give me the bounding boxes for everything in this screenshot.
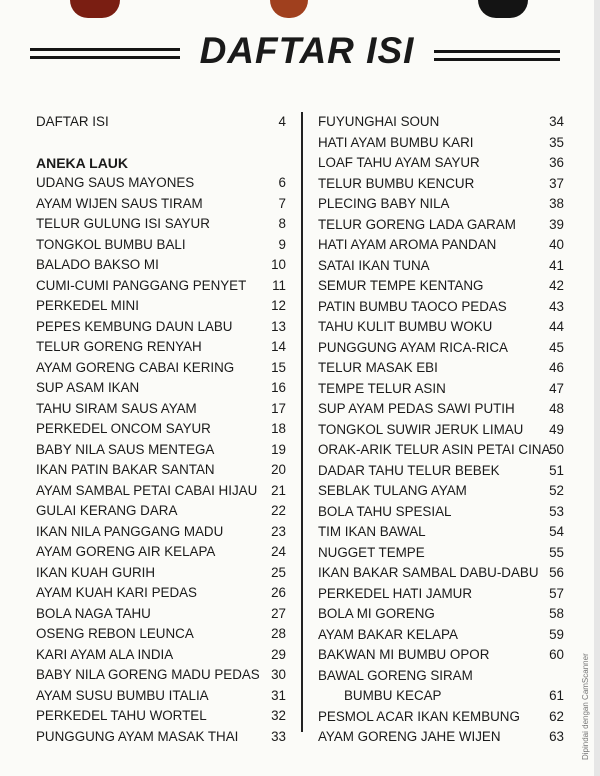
toc-entry-title: PERKEDEL MINI bbox=[36, 298, 139, 313]
toc-entry bbox=[36, 337, 286, 358]
toc-entry-page: 36 bbox=[549, 155, 564, 170]
title-rule-left-top bbox=[30, 48, 180, 51]
toc-entry bbox=[318, 194, 564, 215]
toc-entry-page: 19 bbox=[271, 441, 286, 457]
toc-entry bbox=[36, 399, 286, 420]
toc-entry-page: 56 bbox=[549, 565, 564, 580]
top-decoration-right bbox=[478, 0, 528, 18]
toc-entry-title: SUP ASAM IKAN bbox=[36, 380, 140, 395]
toc-entry-title: IKAN KUAH GURIH bbox=[36, 564, 156, 580]
toc-entry-title: HATI AYAM BUMBU KARI bbox=[318, 134, 474, 150]
toc-entry-page: 20 bbox=[271, 462, 286, 477]
toc-entry bbox=[36, 665, 286, 686]
toc-entry bbox=[36, 706, 286, 727]
toc-entry bbox=[318, 727, 564, 748]
toc-entry-page: 47 bbox=[549, 380, 564, 396]
toc-entry-title: TONGKOL SUWIR JERUK LIMAU bbox=[318, 421, 524, 437]
toc-left-column bbox=[36, 112, 286, 747]
toc-entry-page: 30 bbox=[271, 667, 286, 682]
toc-entry-page: 16 bbox=[271, 380, 286, 395]
toc-entry bbox=[36, 481, 286, 502]
toc-entry bbox=[318, 358, 564, 379]
toc-entry-title: BAKWAN MI BUMBU OPOR bbox=[318, 647, 490, 662]
toc-entry bbox=[318, 707, 564, 728]
toc-entry-page: 60 bbox=[549, 647, 564, 662]
toc-entry bbox=[318, 399, 564, 420]
toc-entry-page: 11 bbox=[272, 277, 286, 293]
toc-entry bbox=[36, 276, 286, 297]
toc-entry-title: PEPES KEMBUNG DAUN LABU bbox=[36, 318, 233, 334]
toc-entry-title: BOLA MI GORENG bbox=[318, 606, 435, 621]
toc-entry bbox=[318, 461, 564, 482]
toc-entry-page: 28 bbox=[271, 626, 286, 641]
toc-entry bbox=[318, 174, 564, 195]
toc-entry-title: IKAN PATIN BAKAR SANTAN bbox=[36, 462, 215, 477]
toc-entry-page: 9 bbox=[278, 236, 286, 252]
toc-entry bbox=[318, 625, 564, 646]
toc-entry-title: PERKEDEL TAHU WORTEL bbox=[36, 708, 207, 723]
toc-entry-page: 40 bbox=[549, 237, 564, 252]
toc-entry bbox=[318, 215, 564, 236]
toc-entry-title: AYAM SUSU BUMBU ITALIA bbox=[36, 687, 209, 703]
top-decoration-middle bbox=[270, 0, 308, 18]
title-rule-right-top bbox=[434, 50, 560, 53]
toc-entry-page: 13 bbox=[271, 318, 286, 334]
toc-entry-page: 21 bbox=[271, 482, 286, 498]
toc-entry-title: BABY NILA GORENG MADU PEDAS bbox=[36, 667, 260, 682]
toc-entry-page: 6 bbox=[278, 175, 286, 190]
toc-entry bbox=[318, 133, 564, 154]
toc-entry-page: 62 bbox=[549, 708, 564, 724]
toc-entry bbox=[36, 317, 286, 338]
toc-entry-title: IKAN NILA PANGGANG MADU bbox=[36, 523, 224, 539]
title-rule-left-bottom bbox=[30, 56, 180, 59]
toc-entry bbox=[36, 173, 286, 194]
toc-entry bbox=[36, 501, 286, 522]
toc-entry-page: 10 bbox=[271, 257, 286, 272]
toc-entry-page: 12 bbox=[271, 298, 286, 313]
toc-entry-page: 24 bbox=[271, 544, 286, 559]
toc-entry-page: 33 bbox=[271, 728, 286, 744]
toc-entry-page: 18 bbox=[271, 421, 286, 436]
toc-entry bbox=[36, 419, 286, 440]
toc-entry-title: PUNGGUNG AYAM RICA-RICA bbox=[318, 339, 508, 355]
toc-entry bbox=[36, 194, 286, 215]
toc-entry bbox=[318, 666, 564, 687]
toc-entry bbox=[36, 542, 286, 563]
toc-entry-page: 17 bbox=[271, 400, 286, 416]
toc-entry-page: 35 bbox=[549, 134, 564, 150]
toc-entry bbox=[318, 563, 564, 584]
toc-entry-title: SUP AYAM PEDAS SAWI PUTIH bbox=[318, 401, 515, 416]
toc-entry-page: 45 bbox=[549, 339, 564, 355]
toc-entry-title: TELUR GORENG LADA GARAM bbox=[318, 216, 516, 232]
toc-entry-title: NUGGET TEMPE bbox=[318, 544, 425, 560]
toc-entry bbox=[318, 235, 564, 256]
toc-entry-title: TONGKOL BUMBU BALI bbox=[36, 236, 186, 252]
toc-entry bbox=[318, 502, 564, 523]
toc-entry-page: 14 bbox=[271, 339, 286, 354]
toc-right-column bbox=[318, 112, 564, 748]
toc-entry-title: UDANG SAUS MAYONES bbox=[36, 175, 195, 190]
toc-entry bbox=[36, 378, 286, 399]
toc-entry-title: BOLA TAHU SPESIAL bbox=[318, 503, 452, 519]
toc-entry-title: TAHU SIRAM SAUS AYAM bbox=[36, 400, 197, 416]
toc-entry-title: PATIN BUMBU TAOCO PEDAS bbox=[318, 298, 507, 314]
toc-entry-page: 50 bbox=[549, 442, 564, 457]
toc-entry bbox=[36, 727, 286, 748]
toc-entry bbox=[36, 296, 286, 317]
toc-entry bbox=[36, 686, 286, 707]
toc-entry-title: SEBLAK TULANG AYAM bbox=[318, 483, 467, 498]
column-divider bbox=[301, 112, 303, 732]
toc-entry-page: 31 bbox=[271, 687, 286, 703]
toc-entry-title: AYAM GORENG JAHE WIJEN bbox=[318, 729, 501, 744]
toc-entry bbox=[36, 645, 286, 666]
toc-entry-title: BUMBU KECAP bbox=[344, 688, 442, 703]
toc-entry-title: ORAK-ARIK TELUR ASIN PETAI CINA bbox=[318, 442, 551, 457]
toc-entry-page: 29 bbox=[271, 646, 286, 662]
toc-entry bbox=[318, 256, 564, 277]
toc-entry-page: 32 bbox=[271, 708, 286, 723]
toc-entry bbox=[36, 522, 286, 543]
scanner-watermark: Dipindai dengan CamScanner bbox=[581, 653, 590, 760]
toc-entry-title: SEMUR TEMPE KENTANG bbox=[318, 278, 484, 293]
title-banner bbox=[30, 30, 560, 78]
toc-entry-page: 7 bbox=[278, 195, 286, 211]
toc-entry bbox=[36, 563, 286, 584]
toc-entry bbox=[36, 214, 286, 235]
toc-entry bbox=[36, 460, 286, 481]
toc-entry-title: LOAF TAHU AYAM SAYUR bbox=[318, 155, 480, 170]
toc-entry-title: DAFTAR ISI bbox=[36, 114, 109, 129]
toc-entry-page: 42 bbox=[549, 278, 564, 293]
toc-entry bbox=[36, 112, 286, 133]
toc-entry-title: PERKEDEL ONCOM SAYUR bbox=[36, 421, 211, 436]
toc-entry-page: 55 bbox=[549, 544, 564, 560]
toc-entry bbox=[318, 686, 564, 707]
toc-entry-title: BABY NILA SAUS MENTEGA bbox=[36, 441, 215, 457]
toc-entry-title: AYAM WIJEN SAUS TIRAM bbox=[36, 195, 203, 211]
toc-entry-title: TEMPE TELUR ASIN bbox=[318, 380, 446, 396]
toc-entry-title: SATAI IKAN TUNA bbox=[318, 257, 430, 273]
toc-entry bbox=[318, 543, 564, 564]
toc-entry-page: 53 bbox=[549, 503, 564, 519]
toc-entry-title: FUYUNGHAI SOUN bbox=[318, 114, 440, 129]
toc-entry-title: AYAM GORENG CABAI KERING bbox=[36, 359, 235, 375]
toc-entry-page: 49 bbox=[549, 421, 564, 437]
toc-entry-page: 39 bbox=[549, 216, 564, 232]
toc-entry-title: PUNGGUNG AYAM MASAK THAI bbox=[36, 728, 239, 744]
toc-entry-page: 43 bbox=[549, 298, 564, 314]
toc-entry-title: BALADO BAKSO MI bbox=[36, 257, 159, 272]
toc-entry bbox=[318, 297, 564, 318]
toc-entry-page: 4 bbox=[278, 114, 286, 129]
toc-entry-title: KARI AYAM ALA INDIA bbox=[36, 646, 174, 662]
page-title: DAFTAR ISI bbox=[199, 30, 415, 71]
toc-entry-title: BAWAL GORENG SIRAM bbox=[318, 667, 473, 683]
toc-entry-page: 58 bbox=[549, 606, 564, 621]
toc-entry bbox=[36, 604, 286, 625]
toc-entry-page: 38 bbox=[549, 196, 564, 211]
toc-entry-page: 25 bbox=[271, 564, 286, 580]
toc-entry-title: AYAM BAKAR KELAPA bbox=[318, 626, 458, 642]
toc-entry bbox=[318, 379, 564, 400]
toc-entry-page: 22 bbox=[271, 503, 286, 518]
toc-entry-title: OSENG REBON LEUNCA bbox=[36, 626, 194, 641]
toc-entry-page: 61 bbox=[549, 688, 564, 703]
toc-entry bbox=[36, 624, 286, 645]
toc-entry bbox=[318, 522, 564, 543]
toc-entry-page: 46 bbox=[549, 360, 564, 375]
toc-entry-title: AYAM GORENG AIR KELAPA bbox=[36, 544, 216, 559]
toc-entry bbox=[318, 420, 564, 441]
toc-entry bbox=[318, 604, 564, 625]
toc-entry-page: 37 bbox=[549, 175, 564, 191]
toc-entry-title: DADAR TAHU TELUR BEBEK bbox=[318, 462, 500, 478]
toc-entry bbox=[318, 645, 564, 666]
toc-entry-title: CUMI-CUMI PANGGANG PENYET bbox=[36, 277, 247, 293]
toc-entry-page: 41 bbox=[549, 257, 564, 273]
toc-entry bbox=[318, 276, 564, 297]
toc-entry bbox=[36, 235, 286, 256]
toc-entry-title: HATI AYAM AROMA PANDAN bbox=[318, 237, 497, 252]
toc-entry bbox=[36, 358, 286, 379]
toc-entry bbox=[318, 153, 564, 174]
toc-entry-title: TIM IKAN BAWAL bbox=[318, 524, 426, 539]
toc-entry-title: TAHU KULIT BUMBU WOKU bbox=[318, 319, 493, 334]
toc-entry bbox=[318, 584, 564, 605]
toc-entry-title: PERKEDEL HATI JAMUR bbox=[318, 585, 473, 601]
toc-entry-title: TELUR GULUNG ISI SAYUR bbox=[36, 216, 210, 231]
toc-entry-title: BOLA NAGA TAHU bbox=[36, 605, 151, 621]
toc-entry bbox=[318, 481, 564, 502]
toc-entry-title: IKAN BAKAR SAMBAL DABU-DABU bbox=[318, 565, 539, 580]
toc-entry-page: 51 bbox=[549, 462, 564, 478]
section-heading bbox=[36, 153, 286, 174]
toc-entry-page: 23 bbox=[271, 523, 286, 539]
toc-entry bbox=[318, 112, 564, 133]
toc-entry-title: AYAM KUAH KARI PEDAS bbox=[36, 585, 197, 600]
toc-entry-page: 44 bbox=[549, 319, 564, 334]
toc-entry-page: 15 bbox=[271, 359, 286, 375]
toc-entry bbox=[36, 583, 286, 604]
toc-entry-title: TELUR MASAK EBI bbox=[318, 360, 438, 375]
section-heading-title: ANEKA LAUK bbox=[36, 154, 129, 171]
toc-entry-page: 48 bbox=[549, 401, 564, 416]
toc-entry bbox=[318, 317, 564, 338]
toc-entry-title: GULAI KERANG DARA bbox=[36, 503, 178, 518]
toc-entry-page: 59 bbox=[549, 626, 564, 642]
toc-entry-title: PLECING BABY NILA bbox=[318, 196, 450, 211]
toc-entry-page: 54 bbox=[549, 524, 564, 539]
toc-entry bbox=[36, 255, 286, 276]
toc-entry bbox=[318, 338, 564, 359]
toc-entry-title: TELUR GORENG RENYAH bbox=[36, 339, 202, 354]
toc-entry-page: 26 bbox=[271, 585, 286, 600]
toc-entry-page: 63 bbox=[549, 729, 564, 744]
toc-entry-title: PESMOL ACAR IKAN KEMBUNG bbox=[318, 708, 520, 724]
top-decoration-left bbox=[70, 0, 120, 18]
toc-entry bbox=[318, 440, 564, 461]
toc-entry-page: 52 bbox=[549, 483, 564, 498]
toc-entry-title: AYAM SAMBAL PETAI CABAI HIJAU bbox=[36, 482, 258, 498]
toc-entry-title: TELUR BUMBU KENCUR bbox=[318, 175, 475, 191]
toc-entry-page: 27 bbox=[271, 605, 286, 621]
toc-entry-page: 57 bbox=[549, 585, 564, 601]
title-rule-right-bottom bbox=[434, 58, 560, 61]
toc-entry-page: 34 bbox=[549, 114, 564, 129]
toc-entry-page: 8 bbox=[278, 216, 286, 231]
toc-entry bbox=[36, 440, 286, 461]
